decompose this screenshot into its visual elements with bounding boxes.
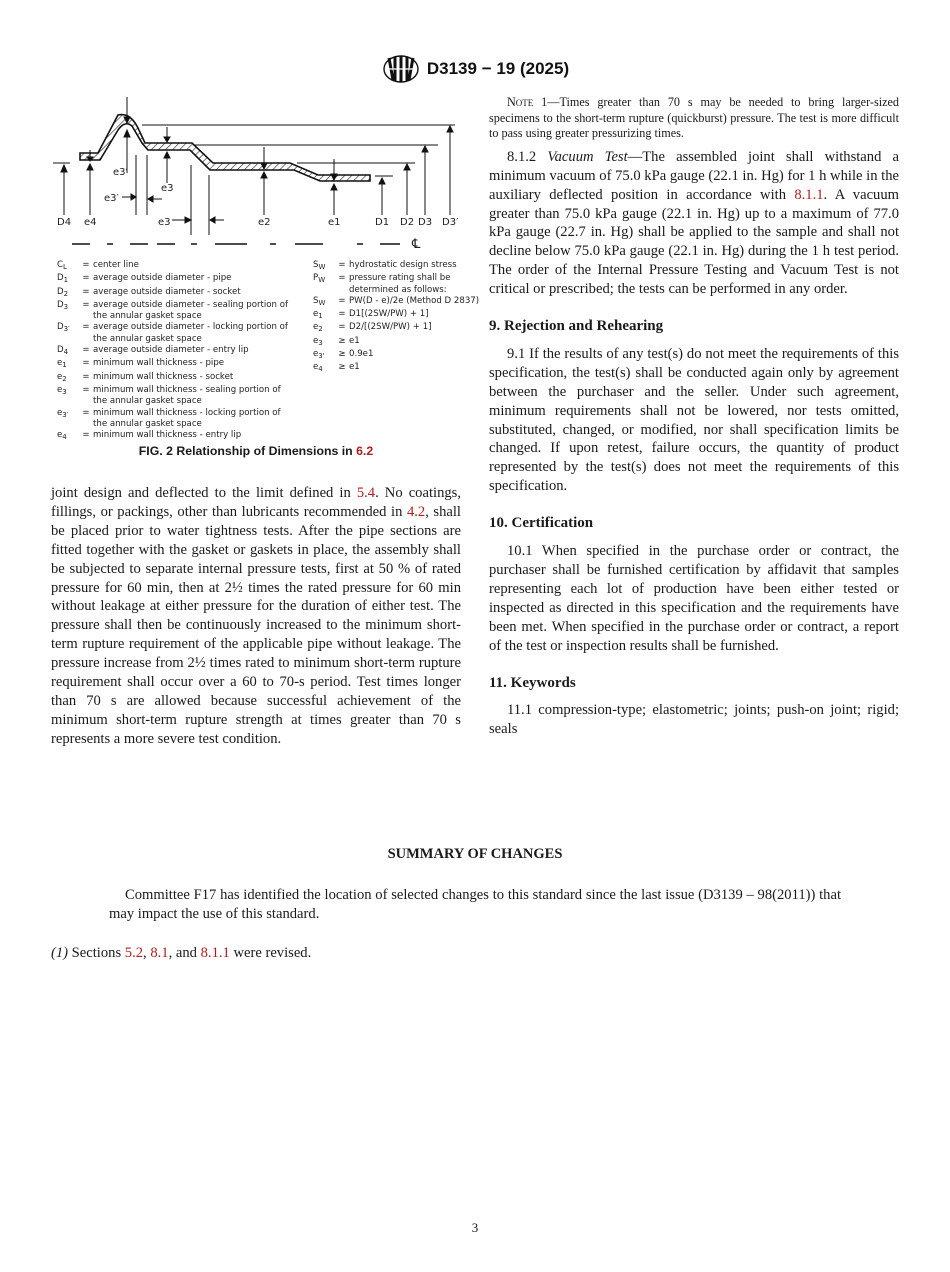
label-e3prime-top: e3′ <box>113 167 128 178</box>
link-5-4[interactable]: 5.4 <box>356 485 376 501</box>
pipe-joint-diagram <box>50 95 470 255</box>
legend-row: $S_W$ = hydrostatic design stress <box>313 260 457 271</box>
centerline-symbol: ℄ <box>412 237 421 252</box>
link-8-1-1-summary[interactable]: 8.1.1 <box>200 945 230 961</box>
legend-row: $S_W$ = PW(D - e)/2e (Method D 2837) <box>313 295 480 307</box>
document-title: D3139 − 19 (2025) <box>426 59 570 78</box>
legend-row: $e_4$ ≥ e1 <box>313 362 360 374</box>
figure-legend-right <box>313 260 483 376</box>
label-d2: D2 <box>400 217 415 228</box>
label-d1: D1 <box>375 217 390 228</box>
label-d3: D3 <box>418 217 433 228</box>
legend-row: $D_4$ = average outside diameter - entry lip <box>57 345 249 357</box>
label-e3prime-left: e3′ <box>104 193 119 204</box>
section-10-1: 10.1 When specified in the purchase order or contract, the purchaser shall be furnished certification by affidavit that samples representing each lot of production have been either tested or inspected as directed in this specification and the requirements have been met. When specified in the purchase order or contract, a report of the test or inspection results shall be furnished. <box>489 543 899 654</box>
left-column <box>51 484 461 749</box>
legend-row: $e_{3'}$ ≥ 0.9e1 <box>313 349 374 361</box>
heading-10: 10. Certification <box>489 515 594 532</box>
legend-row: $e_1$ = minimum wall thickness - pipe <box>57 358 225 370</box>
legend-row: $e_2$ = D2/[(2SW/PW) + 1] <box>313 322 432 334</box>
label-d3prime: D3′ <box>442 217 459 228</box>
section-8-1-2: 8.1.2 Vacuum Test—The assembled joint shall withstand a minimum vacuum of 75.0 kPa gauge (22.1 in. Hg) for 1 h while in the auxiliary deflected position in accordance with 8.1.1. A vacuum greater than 75.0 kPa gauge (22.1 in. Hg) up to a maximum of 77.0 kPa gauge (22.7 in. Hg) shall be applied to the sample and shall not decline below 75.0 kPa gauge (22.1 in. Hg) during the 1 h test period. The order of the Internal Pressure Testing and Vacuum Test is not critical or prescribed; the tests can be performed in any order. <box>489 148 899 298</box>
legend-row: $D_2$ = average outside diameter - socket <box>57 286 241 298</box>
legend-row: $D_1$ = average outside diameter - pipe <box>57 273 232 285</box>
label-e3-top: e3 <box>161 183 174 194</box>
summary-item-1: (1) Sections 5.2, 8.1, and 8.1.1 were revised. <box>51 945 312 961</box>
legend-row: $P_W$ = pressure rating shall be determined as follows: <box>313 273 451 295</box>
label-e3-mid: e3 <box>158 217 171 228</box>
link-8-1[interactable]: 8.1 <box>150 945 169 961</box>
label-d4: D4 <box>57 217 72 228</box>
right-column <box>489 95 899 739</box>
astm-logo-icon <box>381 54 421 84</box>
summary-title: SUMMARY OF CHANGES <box>387 846 563 862</box>
link-8-1-1[interactable]: 8.1.1 <box>794 186 824 203</box>
label-e2: e2 <box>258 217 271 228</box>
caption-link-6-2[interactable]: 6.2 <box>356 444 374 458</box>
legend-row: $e_1$ = D1[(2SW/PW) + 1] <box>313 309 429 321</box>
link-4-2[interactable]: 4.2 <box>406 503 426 520</box>
heading-11: 11. Keywords <box>489 674 576 691</box>
section-11-1: 11.1 compression-type; elastometric; joints; push-on joint; rigid; seals <box>489 702 899 738</box>
page-number: 3 <box>471 1220 479 1235</box>
legend-row: $e_4$ = minimum wall thickness - entry lip <box>57 430 242 442</box>
label-e1: e1 <box>328 217 341 228</box>
legend-row: $C_L$ = center line <box>57 260 139 271</box>
legend-row: $e_{3'}$ = minimum wall thickness - locking portion of the annular gasket space <box>57 407 281 429</box>
legend-row: $e_2$ = minimum wall thickness - socket <box>57 371 234 383</box>
legend-row: $D_{3'}$ = average outside diameter - locking portion of the annular gasket space <box>57 322 288 344</box>
legend-row: $D_3$ = average outside diameter - sealing portion of the annular gasket space <box>57 299 289 322</box>
summary-body: Committee F17 has identified the location of selected changes to this standard since the last issue (D3139 – 98(2011)) that may impact the use of this standard. <box>109 887 841 922</box>
heading-9: 9. Rejection and Rehearing <box>489 318 664 335</box>
figure-legend-left <box>57 260 297 443</box>
page-header <box>0 54 950 89</box>
legend-row: $e_3$ = minimum wall thickness - sealing portion of the annular gasket space <box>57 384 281 407</box>
figure-caption: FIG. 2 Relationship of Dimensions in 6.2 <box>138 444 374 458</box>
note-1: Note 1—Times greater than 70 s may be needed to bring larger-sized specimens to the short-term rupture (quickburst) pressure. The test is more difficult to pass using greater pressurizing times. <box>489 95 899 141</box>
label-e4: e4 <box>84 217 97 228</box>
continued-paragraph: joint design and deflected to the limit defined in 5.4. No coatings, fillings, or packings, other than lubricants recommended in 4.2, shall be placed prior to water tightness tests. After the pipe sections are fitted together with the gasket or gaskets in place, the assembly shall be subjected to separate internal pressure tests, first at 50 % of rated pressure for 60 min, then at 2½ times the rated pressure for 60 min without leakage at either pressure for the duration of either test. The pressure shall then be continuously increased to the minimum short-term rupture requirement of the applicable pipe without leakage. The pressure increase from 2½ times rated to minimum short-term rupture requirement shall occur over a 60 to 70-s period. Test times longer than 70 s are allowed because successful achievement of the minimum short-term rupture strength at times greater than 70 s represents a more severe test condition. <box>51 485 461 747</box>
section-9-1: 9.1 If the results of any test(s) do not meet the requirements of this specification, the test(s) shall be conducted again only by agreement between the purchaser and the seller. Under such agreement, minimum requirements shall not be lowered, nor tests omitted, substituted, changed, or modified, nor shall specification limits be changed. If upon retest, failure occurs, the quantity of product represented by the test(s) does not meet the requirements of this specification. <box>489 345 899 495</box>
link-5-2[interactable]: 5.2 <box>124 945 144 961</box>
legend-row: $e_3$ ≥ e1 <box>313 335 360 347</box>
figure-diagram <box>50 95 470 260</box>
